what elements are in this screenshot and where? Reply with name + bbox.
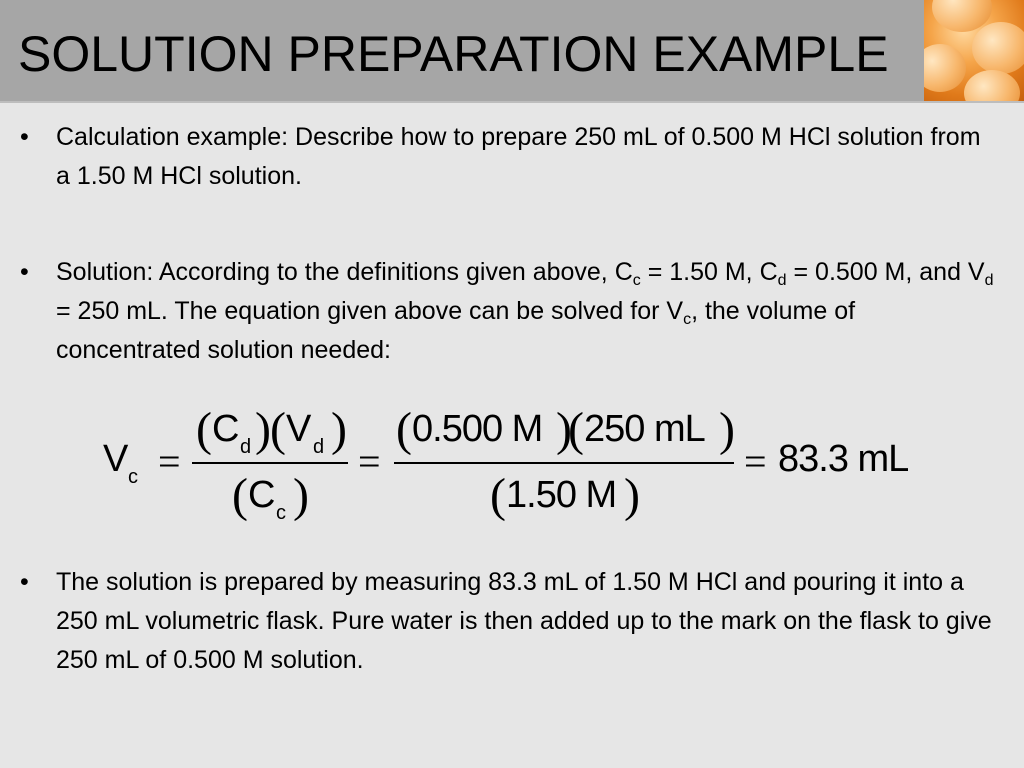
eq-num2-b: 250 mL bbox=[584, 408, 705, 450]
eq-equals-sign: = bbox=[158, 439, 181, 484]
bullet-text: Calculation example: Describe how to prepare 250 mL of 0.500 M HCl solution from a 1.50 M HCl solution. bbox=[56, 123, 981, 190]
bullet-text bbox=[56, 253, 996, 370]
equation bbox=[0, 400, 1024, 530]
subscript: c bbox=[683, 311, 692, 328]
eq-paren-left: ( bbox=[490, 469, 506, 522]
bullet-dot: • bbox=[20, 568, 29, 596]
eq-lhs-variable: V bbox=[103, 438, 129, 480]
pills-image bbox=[924, 0, 1024, 101]
fraction-bar bbox=[192, 462, 348, 464]
fraction-bar bbox=[394, 462, 734, 464]
eq-equals-sign: = bbox=[744, 439, 767, 484]
bullet-dot: • bbox=[20, 123, 29, 151]
title-bar bbox=[0, 0, 1024, 101]
eq-num1-c: C bbox=[212, 408, 240, 450]
bullet-text: The solution is prepared by measuring 83.3 mL of 1.50 M HCl and pouring it into a 250 mL volumetric flask. Pure water is then added up to the mark on the flask to give 250 mL of 0.500 M solution. bbox=[56, 568, 992, 674]
eq-den1-c-subscript: c bbox=[276, 502, 286, 524]
pill-shape bbox=[924, 44, 966, 92]
eq-paren-right: ) bbox=[556, 403, 572, 456]
eq-paren-right: ) bbox=[293, 469, 309, 522]
eq-equals-sign: = bbox=[358, 439, 381, 484]
eq-paren-left: ( bbox=[396, 403, 412, 456]
subscript: d bbox=[777, 272, 787, 289]
eq-paren-left: ( bbox=[270, 403, 286, 456]
eq-paren-right: ) bbox=[719, 403, 735, 456]
text-run: = 1.50 M, C bbox=[640, 258, 778, 286]
pill-shape bbox=[964, 70, 1020, 101]
slide-title: SOLUTION PREPARATION EXAMPLE bbox=[18, 26, 889, 82]
pill-shape bbox=[972, 22, 1024, 74]
eq-lhs-subscript: c bbox=[128, 466, 138, 488]
eq-num1-v: V bbox=[286, 408, 312, 450]
text-run: = 250 mL. The equation given above can be solved for V bbox=[56, 297, 684, 325]
eq-result: 83.3 mL bbox=[778, 438, 909, 480]
eq-num1-v-subscript: d bbox=[313, 436, 325, 458]
eq-paren-right: ) bbox=[624, 469, 640, 522]
eq-den2: 1.50 M bbox=[506, 474, 617, 516]
bullet-dot: • bbox=[20, 258, 29, 286]
eq-paren-left: ( bbox=[232, 469, 248, 522]
eq-num1-c-subscript: d bbox=[240, 436, 252, 458]
eq-num2-a: 0.500 M bbox=[412, 408, 543, 450]
eq-den1-c: C bbox=[248, 474, 276, 516]
eq-paren-left: ( bbox=[196, 403, 212, 456]
text-run: , the volume of concentrated solution needed: bbox=[56, 297, 856, 364]
eq-paren-right: ) bbox=[255, 403, 271, 456]
eq-paren-left: ( bbox=[568, 403, 584, 456]
subscript: c bbox=[632, 272, 641, 289]
text-run: = 0.500 M, and V bbox=[786, 258, 985, 286]
subscript: d bbox=[984, 272, 994, 289]
title-divider bbox=[0, 101, 1024, 103]
eq-paren-right: ) bbox=[331, 403, 347, 456]
text-run: Solution: According to the definitions given above, C bbox=[56, 258, 633, 286]
